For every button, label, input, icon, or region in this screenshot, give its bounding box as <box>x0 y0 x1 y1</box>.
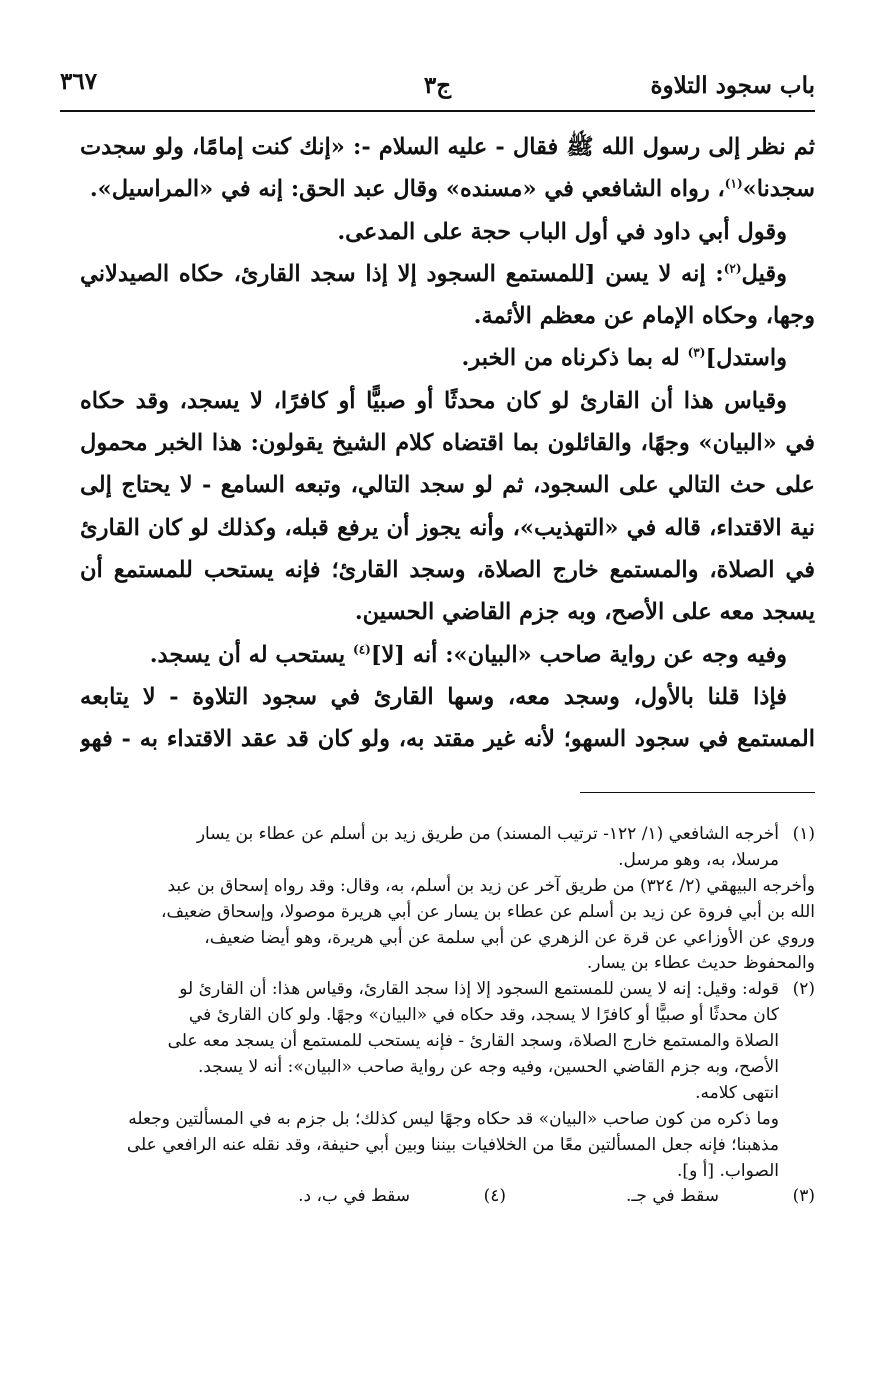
footnote-line: الصواب. [أ و]. <box>677 1160 779 1181</box>
footnote-number: (١) <box>792 824 815 844</box>
text-line: وقول أبي داود في أول الباب حجة على المدعى. <box>337 218 787 245</box>
text-line: في «البيان» وجهًا، والقائلون بما اقتضاه كلام الشيخ يقولون: هذا الخبر محمول <box>80 430 815 457</box>
footnote-text: قوله: وقيل: إنه لا يسن للمستمع السجود إلا إذا سجد القارئ، وقياس هذا: أن القارئ لو <box>179 979 779 1000</box>
footnote-line: الله بن أبي فروة عن زيد بن أسلم عن عطاء بن يسار عن أبي هريرة موصولا، وإسحاق ضعيف، <box>161 901 815 922</box>
text-line: سجدنا»$^{(١)}$، رواه الشافعي في «مسنده» وقال عبد الحق: إنه في «المراسيل». <box>89 176 815 203</box>
footnote-4 <box>238 1184 506 1210</box>
chapter-title: باب سجود التلاوة <box>650 72 815 99</box>
text-line: في الصلاة، والمستمع خارج الصلاة، وسجد القارئ؛ فإنه يستحب للمستمع أن <box>80 556 815 583</box>
footnote-line: وروي عن الأوزاعي عن قرة عن الزهري عن أبي سلمة عن أبي هريرة، وهو أيضا ضعيف، <box>204 927 815 948</box>
footnote-line: كان محدثًا أو صبيًّا أو كافرًا لا يسجد، وقد حكاه في «البيان» وجهًا. ولو كان القارئ في <box>188 1005 779 1026</box>
footnote-line: وما ذكره من كون صاحب «البيان» قد حكاه وجهًا ليس كذلك؛ بل جزم به في المسألتين وجعله <box>128 1108 779 1129</box>
footnote-line: انتهى كلامه. <box>695 1082 779 1103</box>
footnote-2 <box>72 977 815 1003</box>
footnote-number: (٢) <box>792 979 815 1000</box>
footnote-ref: (٤) <box>353 642 371 657</box>
footnote-number: (٤) <box>483 1186 507 1207</box>
footnotes <box>72 822 815 1210</box>
text-line: وقياس هذا أن القارئ لو كان محدثًا أو صبيًّا أو كافرًا، لا يسجد، وقد حكاه <box>80 387 787 414</box>
text-line: وقيل$^{(٢)}$: إنه لا يسن [للمستمع السجود إلا إذا سجد القارئ، حكاه الصيدلاني <box>80 260 787 287</box>
text-line: واستدل]$^{(٣)}$ له بما ذكرناه من الخبر. <box>461 345 787 372</box>
footnote-ref: (٢) <box>723 261 742 276</box>
text-line: وفيه وجه عن رواية صاحب «البيان»: أنه [لا]$^{(٤)}$ يستحب له أن يسجد. <box>149 641 787 668</box>
volume-label: ج٣ <box>423 72 452 99</box>
footnote-number: (٣) <box>792 1186 815 1207</box>
text-line: نية الاقتداء، قاله في «التهذيب»، وأنه يجوز أن يرفع قبله، وكذلك لو كان القارئ <box>80 514 815 541</box>
footnote-text: سقط في جـ. <box>626 1186 719 1207</box>
footnote-line: مذهبنا؛ فإنه جعل المسألتين معًا من الخلافيات بيننا وبين أبي حنيفة، وقد نقله عنه الرافعي على <box>126 1134 779 1155</box>
text-line: وجها، وحكاه الإمام عن معظم الأئمة. <box>473 303 815 330</box>
text-line: يسجد معه على الأصح، وبه جزم القاضي الحسين. <box>354 599 815 626</box>
main-text <box>80 126 815 760</box>
footnote-text: سقط في ب، د. <box>298 1186 411 1207</box>
page-number: ٣٦٧ <box>60 68 98 95</box>
text-line: المستمع في سجود السهو؛ لأنه غير مقتد به، ولو كان قد عقد الاقتداء به - فهو <box>80 726 815 753</box>
page-header <box>60 58 815 108</box>
footnote-rule <box>580 792 815 793</box>
footnote-line: الأصح، وبه جزم القاضي الحسين، وفيه وجه عن رواية صاحب «البيان»: أنه لا يسجد. <box>197 1057 779 1078</box>
footnote-3 <box>566 1184 815 1210</box>
header-rule <box>60 110 815 112</box>
text-line: على حث التالي على السجود، ثم لو سجد التالي، وتبعه السامع - لا يحتاج إلى <box>80 472 815 499</box>
footnote-ref: (٣) <box>687 345 706 360</box>
footnote-line: وأخرجه البيهقي (٢/ ٣٢٤) من طريق آخر عن زيد بن أسلم، به، وقال: وقد رواه إسحاق بن عبد <box>167 875 815 896</box>
footnote-text: أخرجه الشافعي (١/ ١٢٢- ترتيب المسند) من طريق زيد بن أسلم عن عطاء بن يسار <box>196 824 779 844</box>
footnote-line: والمحفوظ حديث عطاء بن يسار. <box>586 953 815 974</box>
footnote-ref: (١) <box>724 176 743 191</box>
text-line: فإذا قلنا بالأول، وسجد معه، وسها القارئ في سجود التلاوة - لا يتابعه <box>80 683 787 710</box>
footnote-line: مرسلا، به، وهو مرسل. <box>618 849 779 870</box>
footnote-line: الصلاة والمستمع خارج الصلاة، وسجد القارئ - فإنه يستحب للمستمع أن يسجد معه على <box>167 1031 779 1052</box>
text-line: ثم نظر إلى رسول الله ﷺ فقال - عليه السلام -: «إنك كنت إمامًا، ولو سجدت <box>80 134 815 160</box>
footnote-3-4 <box>72 1184 815 1210</box>
footnote-1 <box>72 822 815 848</box>
